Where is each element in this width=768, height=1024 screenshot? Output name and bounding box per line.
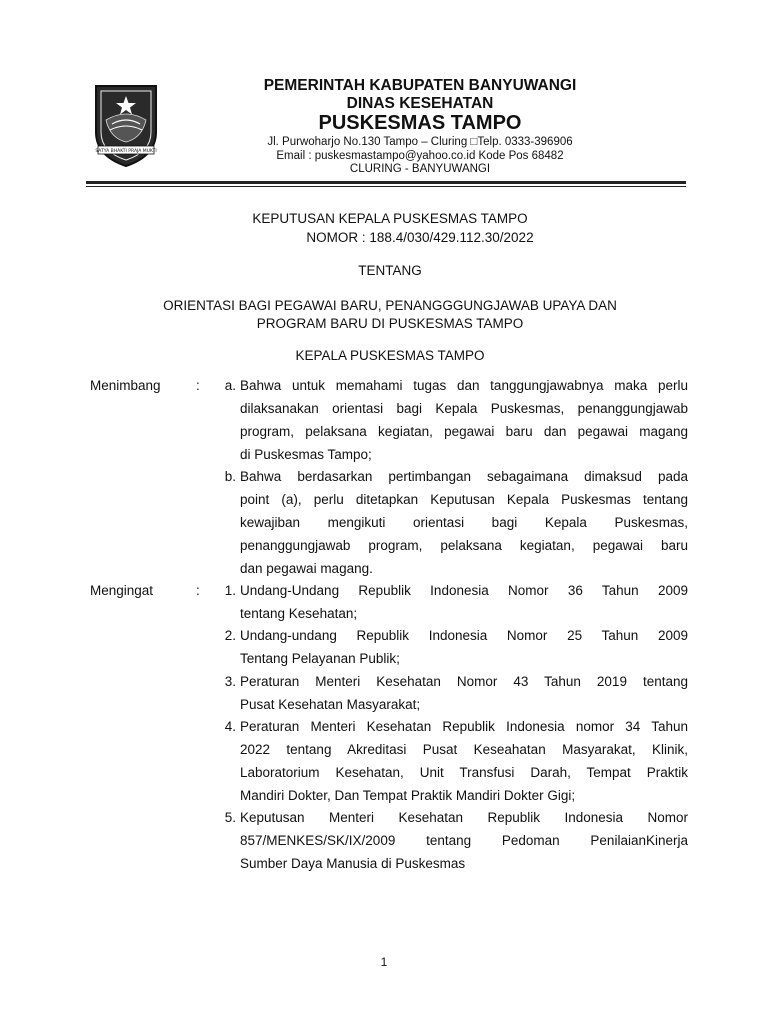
item-marker: a. bbox=[224, 378, 236, 393]
item-text-line: Keputusan Menteri Kesehatan Republik Indonesia Nomor bbox=[240, 810, 688, 825]
item-text-line: Undang-undang Republik Indonesia Nomor 25 Tahun 2009 bbox=[240, 628, 688, 643]
section-colon: : bbox=[196, 583, 200, 598]
decree-issuer: KEPALA PUSKESMAS TAMPO bbox=[295, 348, 485, 363]
svg-text:SATYA BHAKTI PRAJA MUKTI: SATYA BHAKTI PRAJA MUKTI bbox=[95, 149, 157, 154]
item-text-line: penanggungjawab program, pelaksana kegiatan, pegawai baru bbox=[240, 538, 688, 553]
letterhead-divider-thin bbox=[86, 186, 686, 187]
item-marker: 4. bbox=[224, 719, 236, 734]
letterhead-divider-thick bbox=[86, 181, 686, 184]
item-text-line: di Puskesmas Tampo; bbox=[240, 447, 372, 462]
decree-about: TENTANG bbox=[358, 263, 422, 278]
letterhead-government: PEMERINTAH KABUPATEN BANYUWANGI bbox=[263, 77, 577, 94]
item-marker: 3. bbox=[224, 674, 236, 689]
letterhead-email: Email : puskesmastampo@yahoo.co.id Kode Pos 68482 bbox=[276, 150, 564, 162]
item-text-line: tentang Kesehatan; bbox=[240, 606, 358, 621]
item-text-line: Mandiri Dokter, Dan Tempat Praktik Mandiri Dokter Gigi; bbox=[240, 788, 576, 803]
item-text-line: program, pelaksana kegiatan, pegawai baru dan pegawai magang bbox=[240, 424, 688, 439]
item-text-line: Bahwa untuk memahami tugas dan tanggungjawabnya maka perlu bbox=[240, 378, 688, 393]
item-marker: 2. bbox=[224, 628, 236, 643]
decree-title: KEPUTUSAN KEPALA PUSKESMAS TAMPO bbox=[252, 211, 528, 226]
decree-number: NOMOR : 188.4/030/429.112.30/2022 bbox=[306, 230, 534, 245]
item-marker: 5. bbox=[224, 810, 236, 825]
page-number: 1 bbox=[380, 955, 388, 969]
item-text-line: Pusat Kesehatan Masyarakat; bbox=[240, 697, 421, 712]
decree-subject-line: PROGRAM BARU DI PUSKESMAS TAMPO bbox=[256, 316, 524, 331]
section-label-mengingat: Mengingat bbox=[90, 583, 154, 598]
item-text-line: Tentang Pelayanan Publik; bbox=[240, 651, 400, 666]
item-text-line: Bahwa berdasarkan pertimbangan sebagaimana dimaksud pada bbox=[240, 469, 688, 484]
item-marker: b. bbox=[224, 469, 236, 484]
letterhead-organization: PUSKESMAS TAMPO bbox=[318, 112, 522, 134]
item-text-line: Laboratorium Kesehatan, Unit Transfusi Darah, Tempat Praktik bbox=[240, 765, 688, 780]
item-text-line: 857/MENKES/SK/IX/2009 tentang Pedoman PenilaianKinerja bbox=[240, 833, 688, 848]
regency-seal-icon bbox=[92, 80, 160, 172]
item-text-line: kewajiban mengikuti orientasi bagi Kepala Puskesmas, bbox=[240, 515, 688, 530]
item-text-line: Peraturan Menteri Kesehatan Republik Indonesia nomor 34 Tahun bbox=[240, 719, 688, 734]
item-text-line: 2022 tentang Akreditasi Pusat Keseahatan Masyarakat, Klinik, bbox=[240, 742, 688, 757]
item-text-line: dilaksanakan orientasi bagi Kepala Puskesmas, penanggungjawab bbox=[240, 401, 688, 416]
item-text-line: Sumber Daya Manusia di Puskesmas bbox=[240, 856, 466, 871]
item-marker: 1. bbox=[224, 583, 236, 598]
section-label-menimbang: Menimbang bbox=[90, 378, 161, 393]
item-text-line: Peraturan Menteri Kesehatan Nomor 43 Tahun 2019 tentang bbox=[240, 674, 688, 689]
section-colon: : bbox=[196, 378, 200, 393]
decree-subject-line: ORIENTASI BAGI PEGAWAI BARU, PENANGGGUNGJAWAB UPAYA DAN bbox=[163, 298, 617, 313]
item-text-line: Undang-Undang Republik Indonesia Nomor 36 Tahun 2009 bbox=[240, 583, 688, 598]
item-text-line: dan pegawai magang. bbox=[240, 561, 373, 576]
letterhead-department: DINAS KESEHATAN bbox=[346, 95, 494, 112]
item-text-line: point (a), perlu ditetapkan Keputusan Kepala Puskesmas tentang bbox=[240, 492, 688, 507]
letterhead-region: CLURING - BANYUWANGI bbox=[349, 163, 491, 175]
letterhead-address: Jl. Purwoharjo No.130 Tampo – Cluring □Telp. 0333-396906 bbox=[267, 136, 573, 148]
